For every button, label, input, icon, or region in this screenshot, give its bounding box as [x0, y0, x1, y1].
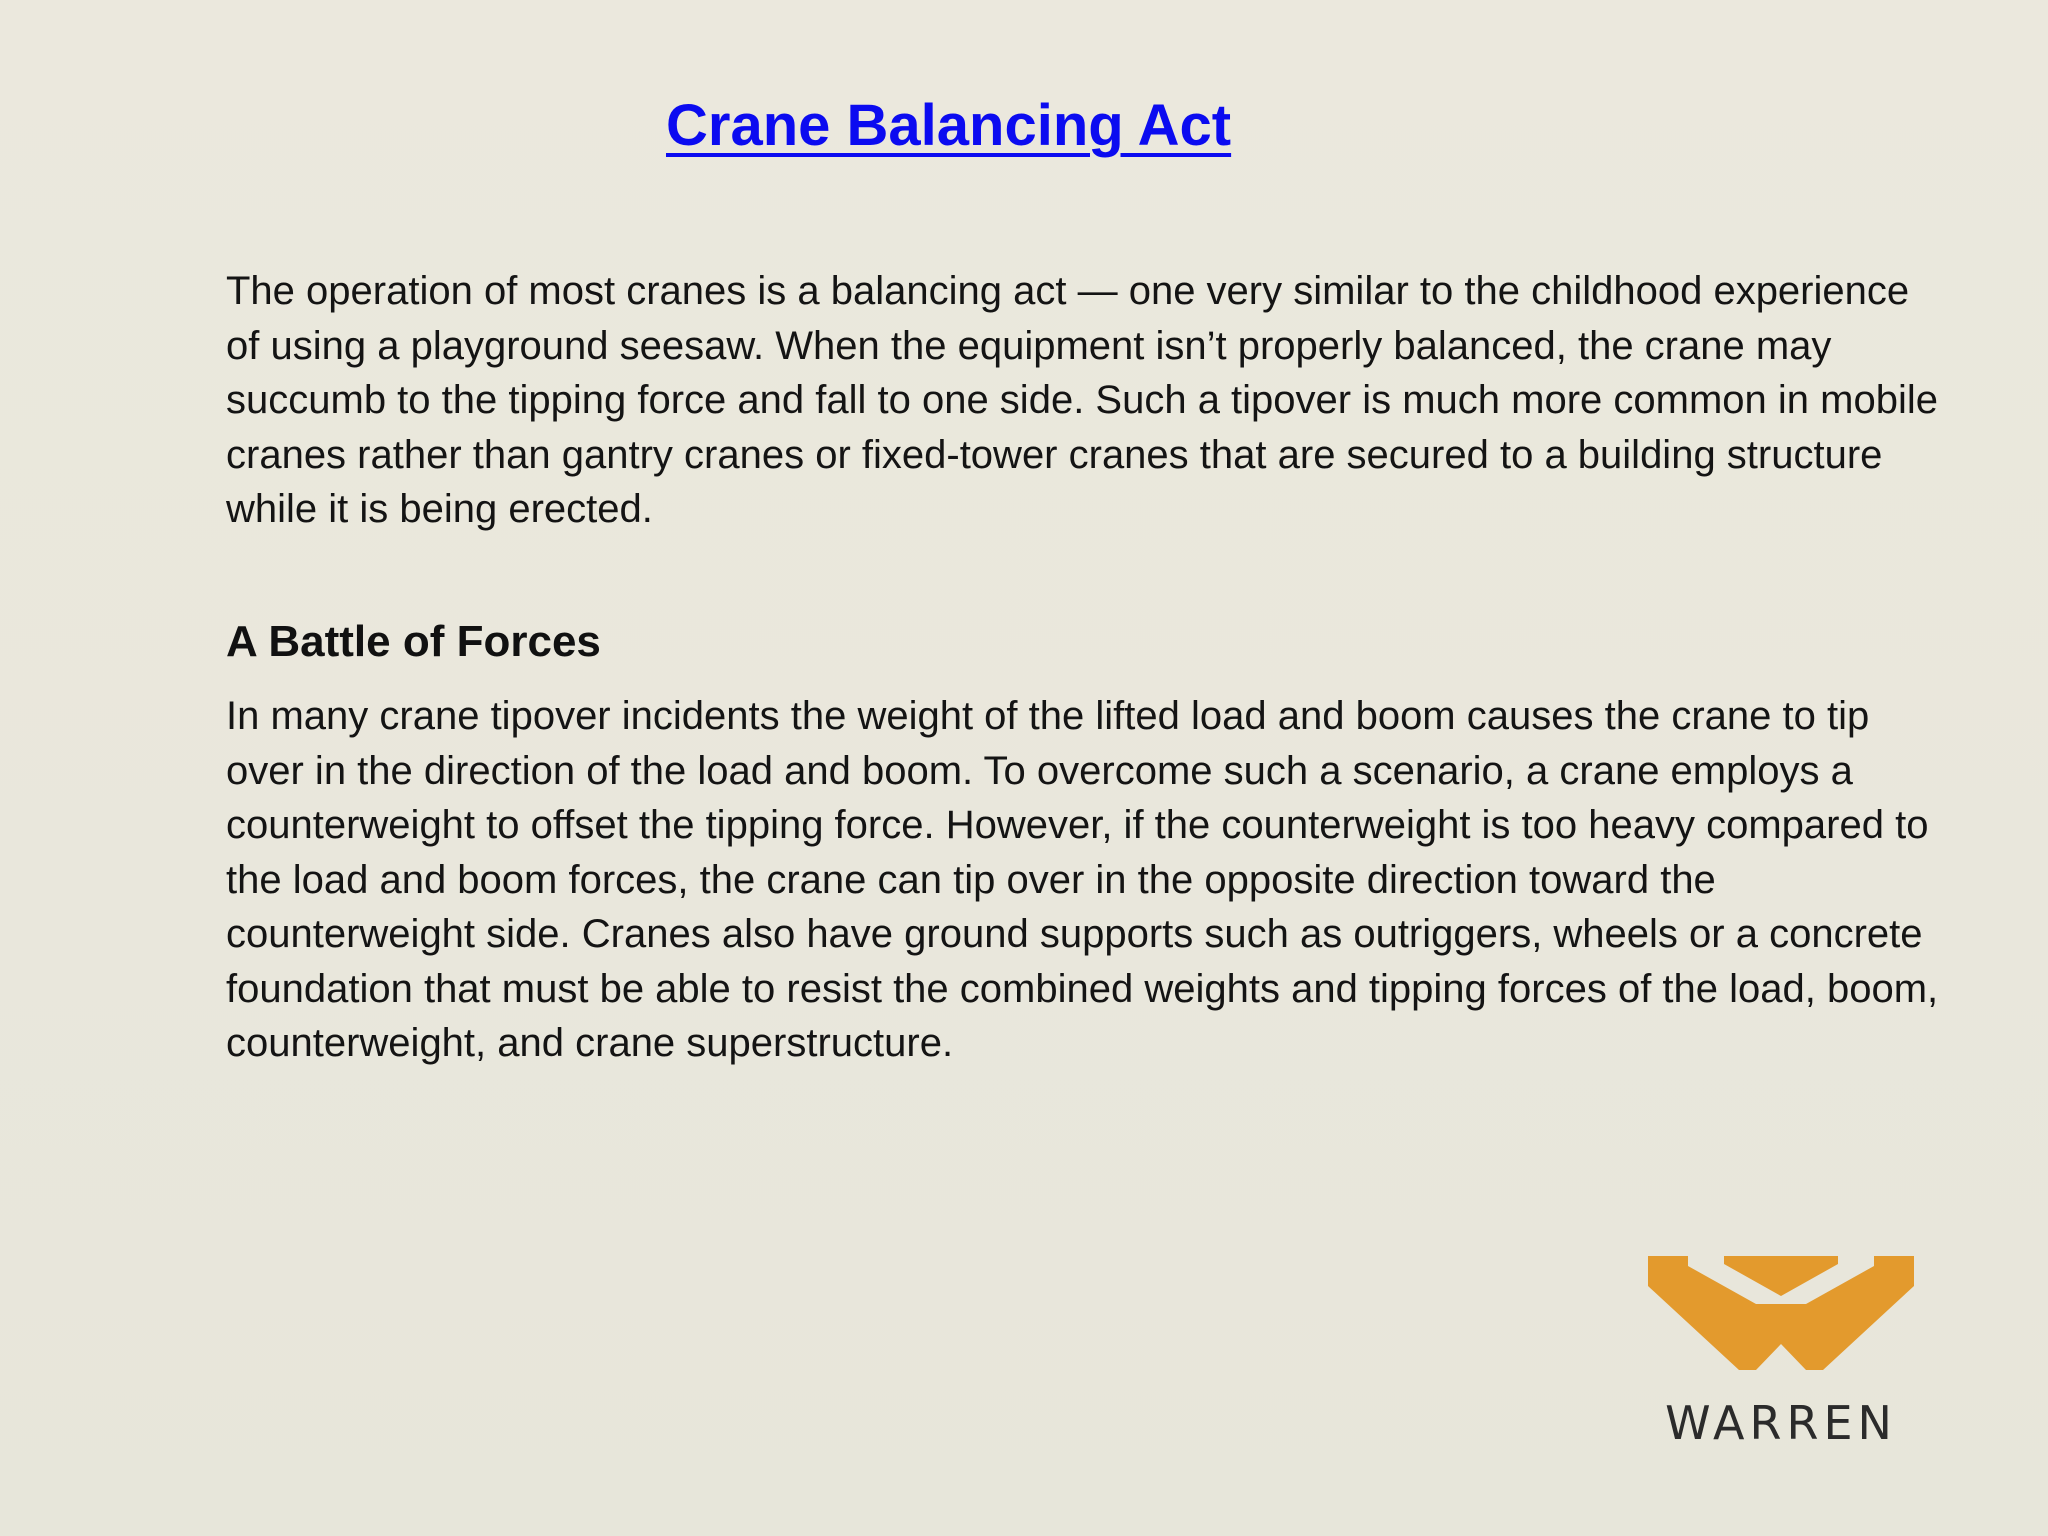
- section-paragraph: In many crane tipover incidents the weight of the lifted load and boom causes the crane to tip over in the direction of the load and boom. To overcome such a scenario, a crane employs a counterweight to offset the tipping force. However, if the counterweight is too heavy compared to the load and boom forces, the crane can tip over in the opposite direction toward the counterweight side. Cranes also have ground supports such as outriggers, wheels or a concrete foundation that must be able to resist the combined weights and tipping forces of the load, boom, counterweight, and crane superstructure.: [226, 694, 1939, 1065]
- logo-wordmark: WARREN: [1665, 1396, 1897, 1450]
- section-heading: A Battle of Forces: [226, 617, 601, 666]
- intro-paragraph: The operation of most cranes is a balancing act — one very similar to the childhood experience of using a playground seesaw. When the equipment isn’t properly balanced, the crane may succumb to the tipping force and fall to one side. Such a tipover is much more common in mobile cranes rather than gantry cranes or fixed-tower cranes that are secured to a building structure while it is being erected.: [226, 269, 1938, 531]
- warren-w-logo-icon: [1648, 1256, 1914, 1372]
- warren-logo: [1646, 1256, 1916, 1450]
- slide-title-link[interactable]: Crane Balancing Act: [666, 93, 1232, 158]
